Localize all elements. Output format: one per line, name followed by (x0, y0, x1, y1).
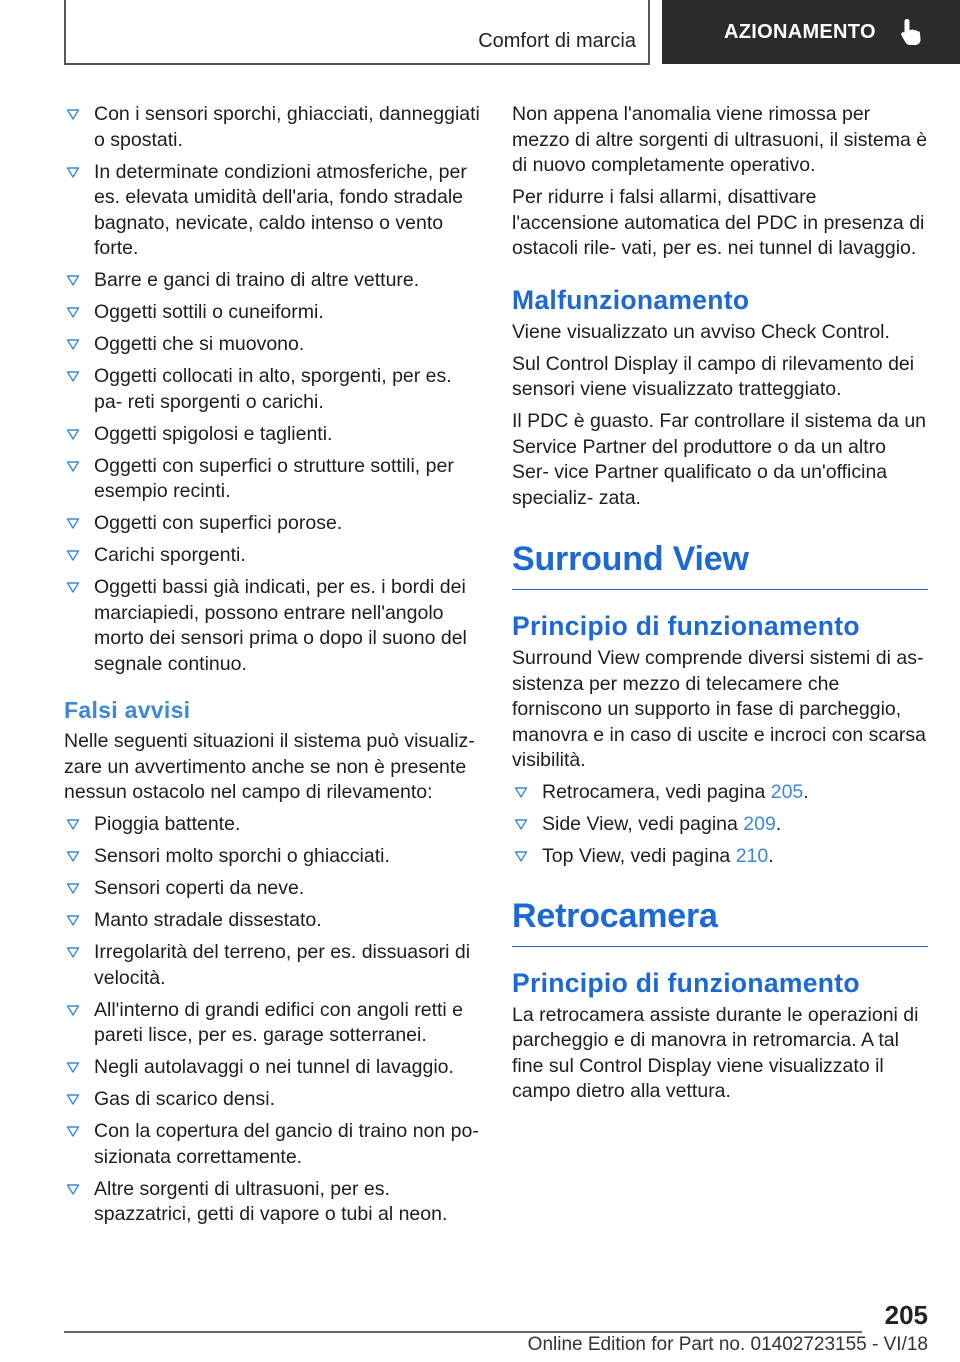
list-item-text: Con i sensori sporchi, ghiacciati, danneggiati o spostati. (94, 103, 480, 151)
list-item-text: Pioggia battente. (94, 813, 241, 835)
list-item (64, 300, 482, 326)
section-title: Comfort di marcia (478, 30, 636, 52)
list-item-text: Oggetti collocati in alto, sporgenti, per es. pa‐ reti sporgenti o carichi. (94, 365, 452, 413)
list-item-end: . (775, 813, 782, 835)
list-item (512, 780, 928, 806)
bullet-triangle-icon (514, 782, 528, 802)
page-reference-link[interactable]: 210 (735, 845, 769, 867)
list-item (64, 1055, 482, 1081)
bullet-triangle-icon (66, 942, 80, 962)
bullet-triangle-icon (66, 1057, 80, 1077)
surround-view-list (512, 780, 928, 870)
list-item-text: Barre e ganci di traino di altre vetture. (94, 269, 420, 291)
header-rule-left (64, 0, 66, 64)
footer-edition: Online Edition for Part no. 01402723155 - VI/18 (527, 1334, 928, 1355)
bullet-triangle-icon (66, 162, 80, 182)
list-item (64, 908, 482, 934)
list-item (64, 844, 482, 870)
header-rule-bottom (64, 63, 650, 65)
list-item-text: Oggetti spigolosi e taglienti. (94, 422, 333, 445)
list-item-text: Oggetti con superfici porose. (94, 512, 343, 534)
bullet-triangle-icon (66, 513, 80, 533)
heading-sv-principle: Principio di funzionamento (512, 611, 860, 641)
bullet-triangle-icon (66, 302, 80, 322)
malfunction-p3: Il PDC è guasto. Far controllare il sistema da un Service Partner del produttore o da un altro Ser‐ vice Partner qualificato o da un'officina specializ‐ zata. (512, 410, 927, 509)
list-item-text: All'interno di grandi edifici con angoli retti e pareti lisce, per es. garage sotterranei. (94, 998, 464, 1046)
bullet-triangle-icon (66, 334, 80, 354)
left-column (64, 102, 482, 1234)
list-item (512, 844, 928, 870)
heading-falsi-avvisi: Falsi avvisi (64, 697, 191, 723)
heading-malfunzionamento: Malfunzionamento (512, 284, 750, 315)
list-item (64, 511, 482, 537)
list-item-text: Altre sorgenti di ultrasuoni, per es. spazzatrici, getti di vapore o tubi al neon. (94, 1177, 448, 1225)
hand-pointer-icon (898, 17, 924, 47)
chapter-title: AZIONAMENTO (724, 20, 876, 43)
list-item (64, 364, 482, 415)
list-item-end: . (803, 781, 809, 803)
page-header (0, 0, 960, 66)
bullet-triangle-icon (66, 1121, 80, 1141)
list-item-text: Sensori molto sporchi o ghiacciati. (94, 845, 390, 867)
bullet-triangle-icon (66, 846, 80, 866)
heading-retrocamera: Retrocamera (512, 896, 928, 947)
list-item-text: Oggetti con superfici o strutture sottili, per esempio recinti. (94, 454, 454, 502)
retrocamera-paragraph: La retrocamera assiste durante le operazioni di parcheggio e di manovra in retromarcia. A tal fine sul Control Display viene visualizzato il campo dietro alla vettura. (512, 1003, 919, 1102)
list-item (64, 998, 482, 1049)
list-item (64, 543, 482, 569)
page-number: 205 (884, 1300, 928, 1330)
malfunction-p2: Sul Control Display il campo di rilevamento dei sensori viene visualizzato tratteggiato. (512, 352, 915, 400)
bullet-triangle-icon (66, 424, 80, 444)
list-item-text: Irregolarità del terreno, per es. dissuasori di velocità. (94, 941, 471, 989)
list-item-text: Con la copertura del gancio di traino non po‐ sizionata correttamente. (94, 1120, 479, 1168)
list-item (64, 268, 482, 294)
bullet-triangle-icon (514, 846, 528, 866)
bullet-triangle-icon (66, 577, 80, 597)
bullet-triangle-icon (66, 878, 80, 898)
chapter-tab (662, 0, 960, 64)
page-reference-link[interactable]: 209 (743, 813, 776, 835)
list-item-text: Retrocamera, vedi pagina (542, 781, 771, 803)
bullet-triangle-icon (514, 814, 528, 834)
list-item (64, 160, 482, 262)
surround-view-paragraph: Surround View comprende diversi sistemi di as‐ sistenza per mezzo di telecamere che forniscono un supporto in fase di parcheggio, manovra e in caso di uscite e incroci con scarsa visibilità. (512, 647, 927, 771)
list-item (512, 812, 928, 838)
list-item (64, 940, 482, 991)
bullet-triangle-icon (66, 1000, 80, 1020)
right-column (512, 102, 928, 1111)
heading-surround-view: Surround View (512, 539, 928, 590)
list-item-text: Oggetti sottili o cuneiformi. (94, 301, 324, 323)
list-item (64, 422, 482, 448)
false-warnings-list (64, 812, 482, 1228)
list-item (64, 102, 482, 153)
list-item-text: Oggetti bassi già indicati, per es. i bordi dei marciapiedi, possono entrare nell'angolo morto dei sensori prima o dopo il suono del segnale continuo. (94, 576, 467, 675)
bullet-triangle-icon (66, 1089, 80, 1109)
list-item-end: . (768, 845, 774, 867)
malfunction-p1: Viene visualizzato un avviso Check Control. (512, 320, 890, 343)
list-item-text: Side View, vedi pagina (542, 813, 744, 835)
list-item-text: Manto stradale dissestato. (94, 909, 322, 931)
bullet-triangle-icon (66, 814, 80, 834)
limits-list (64, 102, 482, 677)
list-item (64, 332, 482, 358)
list-item-text: Sensori coperti da neve. (94, 877, 305, 899)
list-item-text: Negli autolavaggi o nei tunnel di lavaggio. (94, 1056, 454, 1078)
list-item (64, 876, 482, 902)
paragraph-reduce-false-alarms: Per ridurre i falsi allarmi, disattivare l'accensione automatica del PDC in presenza di ostacoli rile‐ vati, per es. nei tunnel di lavaggio. (512, 186, 925, 259)
list-item (64, 575, 482, 677)
bullet-triangle-icon (66, 545, 80, 565)
list-item (64, 1177, 482, 1228)
footer-rule (64, 1331, 862, 1333)
bullet-triangle-icon (66, 366, 80, 386)
paragraph-recovery: Non appena l'anomalia viene rimossa per mezzo di altre sorgenti di ultrasuoni, il sistema è di nuovo completamente operativo. (512, 103, 928, 176)
list-item-text: Gas di scarico densi. (94, 1088, 275, 1110)
bullet-triangle-icon (66, 910, 80, 930)
list-item (64, 454, 482, 505)
list-item-text: Carichi sporgenti. (94, 544, 246, 566)
list-item-text: Oggetti che si muovono. (94, 333, 305, 355)
list-item (64, 1119, 482, 1170)
falsi-avvisi-intro: Nelle seguenti situazioni il sistema può visualiz‐ zare un avvertimento anche se non è presente nessun ostacolo nel campo di rilevamento: (64, 730, 475, 803)
list-item-text: In determinate condizioni atmosferiche, per es. elevata umidità dell'aria, fondo stradale bagnato, nevicate, caldo intenso o vento forte. (94, 160, 467, 259)
list-item (64, 812, 482, 838)
heading-rc-principle: Principio di funzionamento (512, 967, 860, 998)
bullet-triangle-icon (66, 456, 80, 476)
list-item (64, 1087, 482, 1113)
page-reference-link[interactable]: 205 (770, 781, 804, 803)
bullet-triangle-icon (66, 1179, 80, 1199)
bullet-triangle-icon (66, 104, 80, 124)
bullet-triangle-icon (66, 270, 80, 290)
list-item-text: Top View, vedi pagina (542, 845, 736, 867)
header-rule-divider (648, 0, 650, 64)
